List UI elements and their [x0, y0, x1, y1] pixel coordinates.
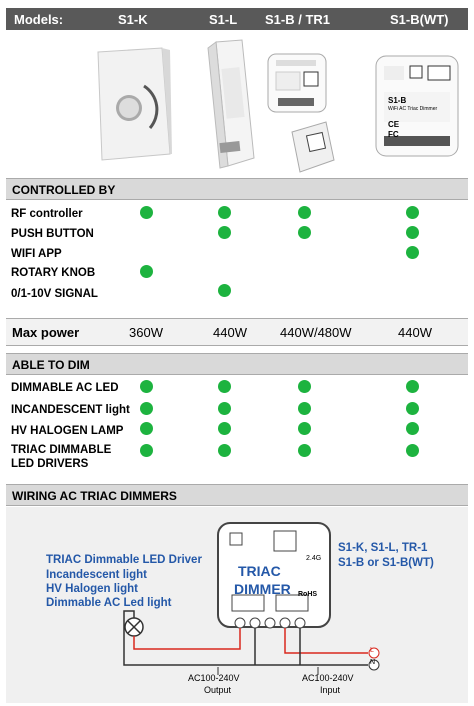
- control-support-0-s1l-dot: [218, 206, 231, 219]
- dimmer-label-line1: TRIAC: [238, 563, 281, 579]
- control-support-4-s1l-dot: [218, 284, 231, 297]
- section-able-to-dim: ABLE TO DIM: [6, 353, 468, 375]
- model-s1bwt: S1-B(WT): [390, 12, 449, 27]
- input-voltage: AC100-240V: [302, 673, 354, 683]
- dim-triac-drivers: TRIAC DIMMABLE: [11, 444, 112, 456]
- wiring-models-line1: S1-K, S1-L, TR-1: [338, 542, 428, 554]
- s1bwt-badge: S1-B: [388, 96, 407, 105]
- models-label: Models:: [14, 12, 64, 27]
- control-rf: RF controller: [11, 208, 83, 220]
- max-power-s1l: 440W: [213, 325, 247, 340]
- control-rotary-knob: ROTARY KNOB: [11, 267, 96, 279]
- load-halogen: HV Halogen light: [46, 583, 138, 595]
- model-s1b: S1-B / TR1: [265, 12, 331, 27]
- s1bwt-label: WiFi AC Triac Dimmer: [388, 106, 438, 112]
- s1bwt-ce: CE: [388, 120, 400, 129]
- din-rail-adapter-icon: [286, 120, 338, 176]
- dim-ac-led: DIMMABLE AC LED: [11, 382, 119, 394]
- max-power-s1b: 440W/480W: [280, 325, 352, 340]
- dim-support-0-s1k-dot: [140, 380, 153, 393]
- freq-label: 2.4G: [306, 555, 322, 562]
- dim-support-1-s1k-dot: [140, 402, 153, 415]
- load-ac-led: Dimmable AC Led light: [46, 597, 172, 609]
- section-wiring: WIRING AC TRIAC DIMMERS: [6, 484, 468, 506]
- control-push-button: PUSH BUTTON: [11, 228, 94, 240]
- dim-support-2-s1l-dot: [218, 422, 231, 435]
- dim-support-1-s1bwt-dot: [406, 402, 419, 415]
- rohs-label: RoHS: [298, 591, 318, 598]
- section-controlled-by: CONTROLLED BY: [6, 178, 468, 200]
- max-power-row: [6, 318, 468, 346]
- max-power-label: Max power: [12, 325, 80, 340]
- dim-support-3-s1b-dot: [298, 444, 311, 457]
- control-wifi-app: WIFI APP: [11, 248, 62, 260]
- control-support-0-s1k-dot: [140, 206, 153, 219]
- dim-support-0-s1bwt-dot: [406, 380, 419, 393]
- control-support-1-s1l-dot: [218, 226, 231, 239]
- output-label: Output: [204, 685, 232, 695]
- dim-support-2-s1b-dot: [298, 422, 311, 435]
- model-s1k: S1-K: [118, 12, 148, 27]
- product-images: [6, 30, 468, 176]
- control-support-2-s1bwt-dot: [406, 246, 419, 259]
- wiring-diagram: [6, 507, 468, 703]
- wiring-models-line2: S1-B or S1-B(WT): [338, 557, 434, 569]
- max-power-s1k: 360W: [129, 325, 163, 340]
- dim-support-1-s1b-dot: [298, 402, 311, 415]
- input-label: Input: [320, 685, 341, 695]
- control-support-0-s1bwt-dot: [406, 206, 419, 219]
- control-support-0-s1b-dot: [298, 206, 311, 219]
- control-support-1-s1bwt-dot: [406, 226, 419, 239]
- dimmer-label-line2: DIMMER: [234, 581, 291, 597]
- dim-support-3-s1k-dot: [140, 444, 153, 457]
- terminal-l-label: L: [370, 647, 374, 654]
- din-driver-box-icon: [202, 38, 258, 170]
- dim-support-3-s1bwt-dot: [406, 444, 419, 457]
- dim-support-1-s1l-dot: [218, 402, 231, 415]
- load-incandescent: Incandescent light: [46, 569, 147, 581]
- model-s1l: S1-L: [209, 12, 238, 27]
- dim-triac-drivers-line2: LED DRIVERS: [11, 458, 89, 470]
- output-voltage: AC100-240V: [188, 673, 240, 683]
- models-header: [6, 8, 468, 30]
- s1bwt-fc: FC: [388, 130, 399, 139]
- terminal-n-label: N: [370, 659, 376, 666]
- dim-support-0-s1l-dot: [218, 380, 231, 393]
- rotary-knob-panel-icon: [92, 46, 174, 162]
- dim-support-2-s1k-dot: [140, 422, 153, 435]
- triac-module-icon: [266, 46, 330, 120]
- load-triac-driver: TRIAC Dimmable LED Driver: [46, 554, 202, 566]
- max-power-s1bwt: 440W: [398, 325, 432, 340]
- control-support-3-s1k-dot: [140, 265, 153, 278]
- dim-hv-halogen: HV HALOGEN LAMP: [11, 425, 124, 437]
- dim-support-0-s1b-dot: [298, 380, 311, 393]
- control-support-1-s1b-dot: [298, 226, 311, 239]
- control-0-10v: 0/1-10V SIGNAL: [11, 288, 98, 300]
- dim-support-2-s1bwt-dot: [406, 422, 419, 435]
- dim-incandescent: INCANDESCENT light: [11, 404, 130, 416]
- dim-support-3-s1l-dot: [218, 444, 231, 457]
